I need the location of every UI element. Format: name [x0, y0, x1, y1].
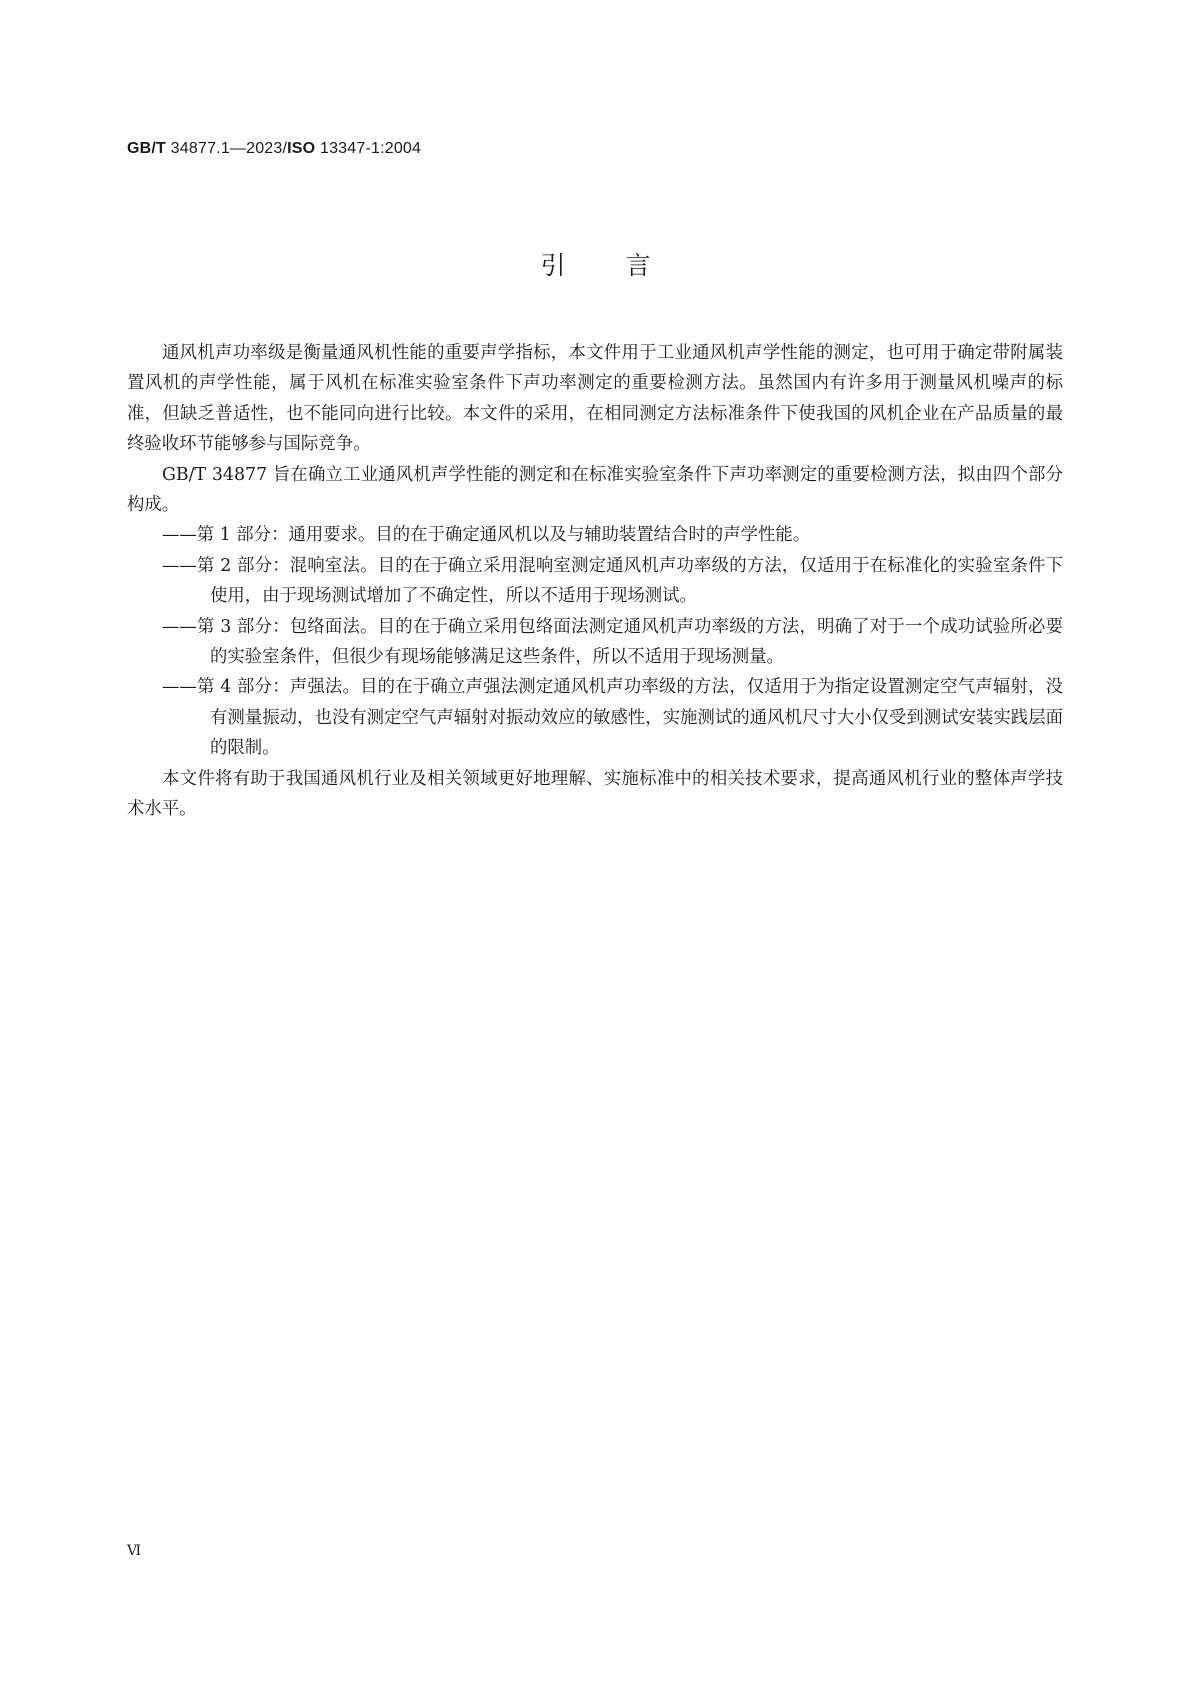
part-item-2: ——第 2 部分：混响室法。目的在于确立采用混响室测定通风机声功率级的方法，仅适用于在标准化的实验室条件下使用，由于现场测试增加了不确定性，所以不适用于现场测试。	[162, 555, 1063, 607]
intro-paragraph-2: GB/T 34877 旨在确立工业通风机声学性能的测定和在标准实验室条件下声功率测定的重要检测方法，拟由四个部分构成。	[127, 464, 1063, 516]
page-number: Ⅵ	[127, 1543, 142, 1559]
introduction-body	[127, 338, 1063, 825]
iso-code-prefix: ISO	[287, 140, 316, 157]
closing-paragraph: 本文件将有助于我国通风机行业及相关领域更好地理解、实施标准中的相关技术要求，提高通风机行业的整体声学技术水平。	[127, 768, 1063, 820]
iso-code-number: 13347-1:2004	[315, 140, 422, 157]
part-item-4: ——第 4 部分：声强法。目的在于确立声强法测定通风机声功率级的方法，仅适用于为指定设置测定空气声辐射，没有测量振动，也没有测定空气声辐射对振动效应的敏感性，实施测试的通风机尺寸大小仅受到测试安装实践层面的限制。	[162, 677, 1063, 759]
standard-code-number: 34877.1—2023/	[166, 140, 288, 157]
document-code-header	[127, 140, 421, 158]
section-title: 引言	[540, 251, 711, 280]
intro-paragraph-1: 通风机声功率级是衡量通风机性能的重要声学指标，本文件用于工业通风机声学性能的测定，也可用于确定带附属装置风机的声学性能，属于风机在标准实验室条件下声功率测定的重要检测方法。虽然国内有许多用于测量风机噪声的标准，但缺乏普适性，也不能同向进行比较。本文件的采用，在相同测定方法标准条件下使我国的风机企业在产品质量的最终验收环节能够参与国际竞争。	[127, 343, 1063, 455]
part-item-3: ——第 3 部分：包络面法。目的在于确立采用包络面法测定通风机声功率级的方法，明确了对于一个成功试验所必要的实验室条件，但很少有现场能够满足这些条件，所以不适用于现场测量。	[162, 616, 1063, 668]
part-item-1: ——第 1 部分：通用要求。目的在于确定通风机以及与辅助装置结合时的声学性能。	[162, 525, 811, 546]
standard-code-prefix: GB/T	[127, 140, 167, 157]
